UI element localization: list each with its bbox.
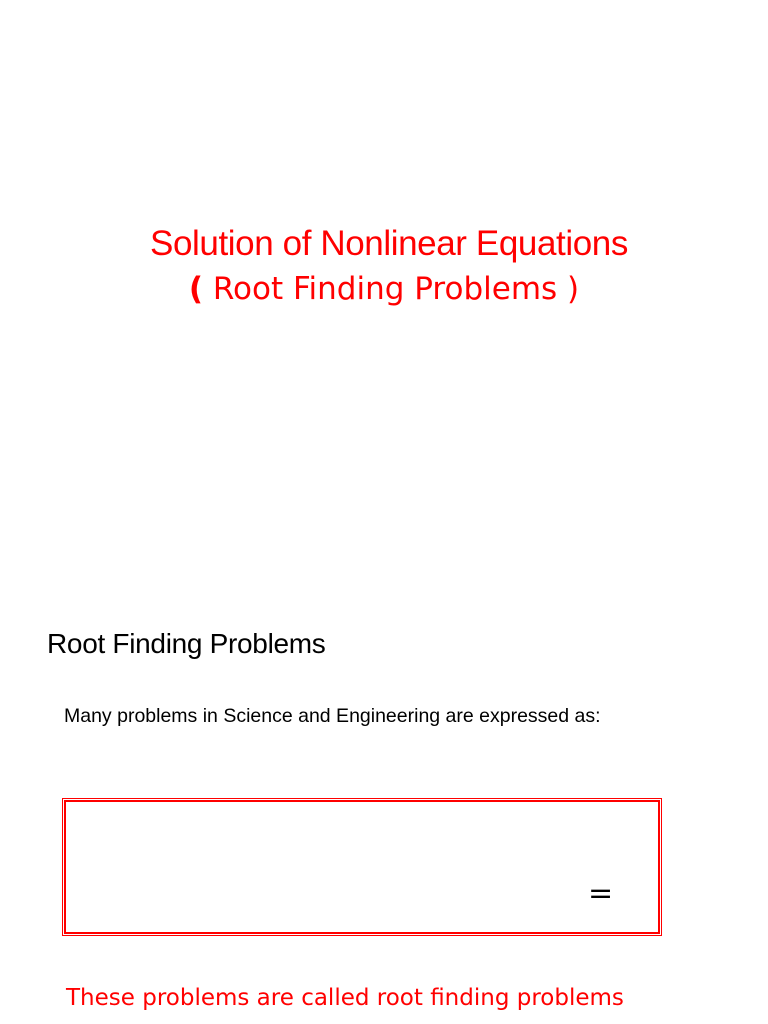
subtitle-open-paren: ( xyxy=(188,271,204,307)
equation-box xyxy=(62,798,662,936)
note-text: These problems are called root finding problems xyxy=(66,985,624,1011)
subtitle-text: Root Finding Problems ) xyxy=(203,271,580,307)
slide-heading: Root Finding Problems xyxy=(47,628,326,659)
slide-title: Solution of Nonlinear Equations xyxy=(150,224,628,263)
intro-text: Many problems in Science and Engineering are expressed as: xyxy=(64,705,601,727)
equals-sign: = xyxy=(588,876,614,911)
content-slide xyxy=(0,576,768,1024)
slide-subtitle xyxy=(0,271,768,307)
